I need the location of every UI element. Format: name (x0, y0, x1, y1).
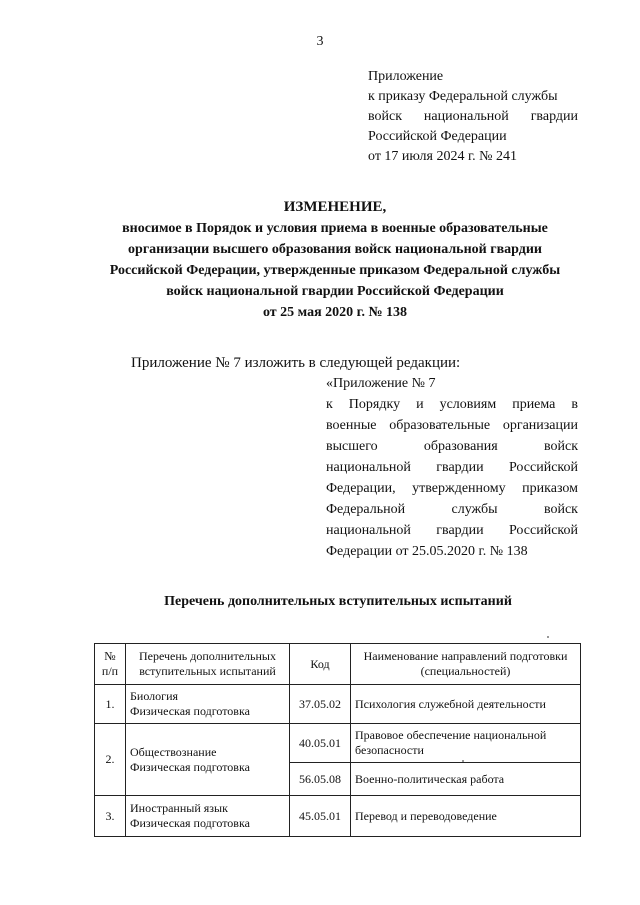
test-item: Физическая подготовка (130, 816, 250, 830)
table-row (95, 796, 581, 837)
header-code: Код (290, 644, 351, 685)
header-text: п/п (101, 664, 119, 678)
direction-text: Правовое обеспечение национальной (355, 728, 547, 742)
exams-table (94, 643, 581, 837)
row-direction: Военно-политическая работа (351, 763, 581, 796)
table-row (95, 685, 581, 724)
page-number: 3 (316, 34, 324, 49)
row-direction: Психология служебной деятельности (351, 685, 581, 724)
list-title: Перечень дополнительных вступительных испытаний (164, 594, 512, 609)
row-code: 40.05.01 (290, 724, 351, 763)
header-name (351, 644, 581, 685)
annex-line: высшего образования войск (326, 439, 578, 454)
direction-text: безопасности (355, 743, 424, 757)
instruction-text: Приложение № 7 изложить в следующей редакции: (131, 355, 461, 371)
title-line: организации высшего образования войск национальной гвардии (128, 242, 542, 257)
appendix-line: войск национальной гвардии (368, 109, 578, 124)
scan-speck (462, 760, 464, 762)
title-line: вносимое в Порядок и условия приема в военные образовательные (122, 221, 548, 236)
appendix-line: от 17 июля 2024 г. № 241 (368, 149, 517, 164)
header-text: Перечень дополнительных (139, 649, 276, 663)
annex-line: к Порядку и условиям приема в (326, 397, 578, 412)
test-item: Иностранный язык (130, 801, 228, 815)
header-text: (специальностей) (420, 664, 511, 678)
test-item: Физическая подготовка (130, 759, 250, 774)
annex-line: Федерации, утвержденному приказом (326, 481, 578, 496)
row-tests (126, 796, 290, 837)
annex-line: военные образовательные организации (326, 418, 578, 433)
row-tests (126, 724, 290, 796)
title-line: Российской Федерации, утвержденные приказом Федеральной службы (109, 263, 561, 278)
row-code: 56.05.08 (290, 763, 351, 796)
header-num (95, 644, 126, 685)
header-text: Наименование направлений подготовки (363, 649, 568, 663)
title-line: от 25 мая 2020 г. № 138 (262, 305, 408, 320)
test-item: Обществознание (130, 744, 217, 759)
row-code: 45.05.01 (290, 796, 351, 837)
header-text: вступительных испытаний (139, 664, 276, 678)
appendix-header (368, 67, 578, 167)
appendix-line: Российской Федерации (368, 129, 507, 144)
appendix-line: к приказу Федеральной службы (368, 89, 558, 104)
row-num: 1. (95, 685, 126, 724)
annex-line: «Приложение № 7 (326, 376, 436, 391)
header-tests (126, 644, 290, 685)
annex-line: национальной гвардии Российской (326, 460, 578, 475)
test-item: Биология (130, 689, 179, 703)
title-line: войск национальной гвардии Российской Федерации (166, 284, 504, 299)
document-title (90, 197, 580, 323)
row-num: 3. (95, 796, 126, 837)
scan-speck (547, 636, 549, 638)
annex-line: национальной гвардии Российской (326, 523, 578, 538)
table-header-row (95, 644, 581, 685)
annex-line: Федерации от 25.05.2020 г. № 138 (326, 544, 528, 559)
title-main: ИЗМЕНЕНИЕ, (283, 199, 387, 215)
header-text: № (104, 649, 116, 663)
appendix-line: Приложение (368, 69, 444, 84)
row-direction: Перевод и переводоведение (351, 796, 581, 837)
annex-line: Федеральной службы войск (326, 502, 578, 517)
table-row (95, 724, 581, 763)
row-tests (126, 685, 290, 724)
annex-header (326, 373, 578, 562)
row-num: 2. (95, 724, 126, 796)
row-direction (351, 724, 581, 763)
test-item: Физическая подготовка (130, 704, 250, 718)
row-code: 37.05.02 (290, 685, 351, 724)
